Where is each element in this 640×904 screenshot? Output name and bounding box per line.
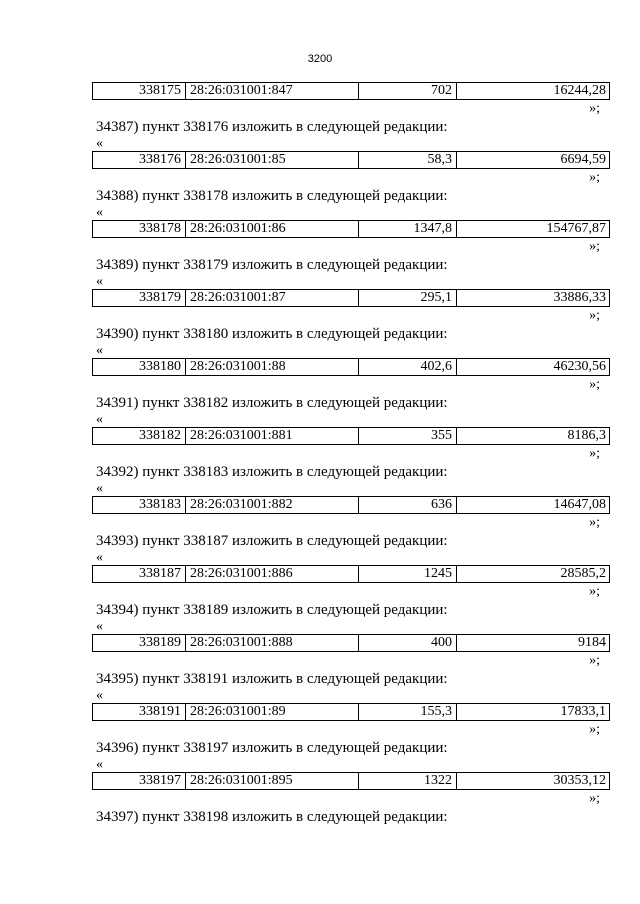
area-cell: 58,3: [359, 152, 457, 168]
area-cell: 400: [359, 635, 457, 651]
closing-quote: »;: [589, 791, 600, 806]
row-number-cell: 338189: [93, 635, 186, 651]
cadastral-number-cell: 28:26:031001:89: [186, 704, 359, 720]
amendment-instruction: 34387) пункт 338176 изложить в следующей редакции:: [96, 119, 448, 135]
table-row: [92, 703, 610, 721]
table-row: [92, 772, 610, 790]
cadastral-number-cell: 28:26:031001:88: [186, 359, 359, 375]
cadastral-number-cell: 28:26:031001:881: [186, 428, 359, 444]
amendment-instruction: 34397) пункт 338198 изложить в следующей редакции:: [96, 809, 448, 825]
table-row: [92, 151, 610, 169]
value-cell: 9184: [578, 635, 606, 650]
opening-quote: «: [96, 481, 103, 496]
closing-quote: »;: [589, 584, 600, 599]
value-cell: 30353,12: [553, 773, 606, 788]
closing-quote: »;: [589, 239, 600, 254]
closing-quote: »;: [589, 446, 600, 461]
table-row: [92, 427, 610, 445]
closing-quote: »;: [589, 653, 600, 668]
cadastral-number-cell: 28:26:031001:888: [186, 635, 359, 651]
value-cell: 14647,08: [553, 497, 606, 512]
area-cell: 702: [359, 83, 457, 99]
amendment-instruction: 34395) пункт 338191 изложить в следующей редакции:: [96, 671, 448, 687]
amendment-instruction: 34392) пункт 338183 изложить в следующей редакции:: [96, 464, 448, 480]
area-cell: 355: [359, 428, 457, 444]
opening-quote: «: [96, 412, 103, 427]
opening-quote: «: [96, 550, 103, 565]
amendment-instruction: 34388) пункт 338178 изложить в следующей редакции:: [96, 188, 448, 204]
table-row: [92, 289, 610, 307]
table-row: [92, 634, 610, 652]
amendment-list: [92, 82, 610, 827]
table-row: [92, 358, 610, 376]
cadastral-number-cell: 28:26:031001:882: [186, 497, 359, 513]
amendment-instruction: 34394) пункт 338189 изложить в следующей редакции:: [96, 602, 448, 618]
area-cell: 1245: [359, 566, 457, 582]
table-row: [92, 496, 610, 514]
cadastral-number-cell: 28:26:031001:87: [186, 290, 359, 306]
area-cell: 402,6: [359, 359, 457, 375]
closing-quote: »;: [589, 515, 600, 530]
row-number-cell: 338179: [93, 290, 186, 306]
opening-quote: «: [96, 136, 103, 151]
row-number-cell: 338191: [93, 704, 186, 720]
row-number-cell: 338187: [93, 566, 186, 582]
opening-quote: «: [96, 205, 103, 220]
cadastral-number-cell: 28:26:031001:895: [186, 773, 359, 789]
row-number-cell: 338197: [93, 773, 186, 789]
amendment-instruction: 34391) пункт 338182 изложить в следующей редакции:: [96, 395, 448, 411]
row-number-cell: 338182: [93, 428, 186, 444]
opening-quote: «: [96, 274, 103, 289]
value-cell: 6694,59: [560, 152, 606, 167]
value-cell: 28585,2: [560, 566, 606, 581]
value-cell: 154767,87: [546, 221, 606, 236]
opening-quote: «: [96, 619, 103, 634]
value-cell: 16244,28: [553, 83, 606, 98]
value-cell: 17833,1: [560, 704, 606, 719]
row-number-cell: 338180: [93, 359, 186, 375]
amendment-instruction: 34390) пункт 338180 изложить в следующей редакции:: [96, 326, 448, 342]
row-number-cell: 338183: [93, 497, 186, 513]
table-row: [92, 220, 610, 238]
page-number: 3200: [307, 53, 333, 65]
table-row: [92, 565, 610, 583]
closing-quote: »;: [589, 101, 600, 116]
value-cell: 33886,33: [553, 290, 606, 305]
table-row: [92, 82, 610, 100]
area-cell: 295,1: [359, 290, 457, 306]
opening-quote: «: [96, 688, 103, 703]
amendment-instruction: 34396) пункт 338197 изложить в следующей редакции:: [96, 740, 448, 756]
value-cell: 8186,3: [567, 428, 606, 443]
value-cell: 46230,56: [553, 359, 606, 374]
closing-quote: »;: [589, 308, 600, 323]
cadastral-number-cell: 28:26:031001:886: [186, 566, 359, 582]
closing-quote: »;: [589, 170, 600, 185]
area-cell: 636: [359, 497, 457, 513]
closing-quote: »;: [589, 722, 600, 737]
opening-quote: «: [96, 757, 103, 772]
row-number-cell: 338176: [93, 152, 186, 168]
row-number-cell: 338175: [93, 83, 186, 99]
opening-quote: «: [96, 343, 103, 358]
area-cell: 1322: [359, 773, 457, 789]
amendment-instruction: 34393) пункт 338187 изложить в следующей редакции:: [96, 533, 448, 549]
amendment-instruction: 34389) пункт 338179 изложить в следующей редакции:: [96, 257, 448, 273]
cadastral-number-cell: 28:26:031001:847: [186, 83, 359, 99]
row-number-cell: 338178: [93, 221, 186, 237]
cadastral-number-cell: 28:26:031001:86: [186, 221, 359, 237]
closing-quote: »;: [589, 377, 600, 392]
area-cell: 1347,8: [359, 221, 457, 237]
cadastral-number-cell: 28:26:031001:85: [186, 152, 359, 168]
area-cell: 155,3: [359, 704, 457, 720]
